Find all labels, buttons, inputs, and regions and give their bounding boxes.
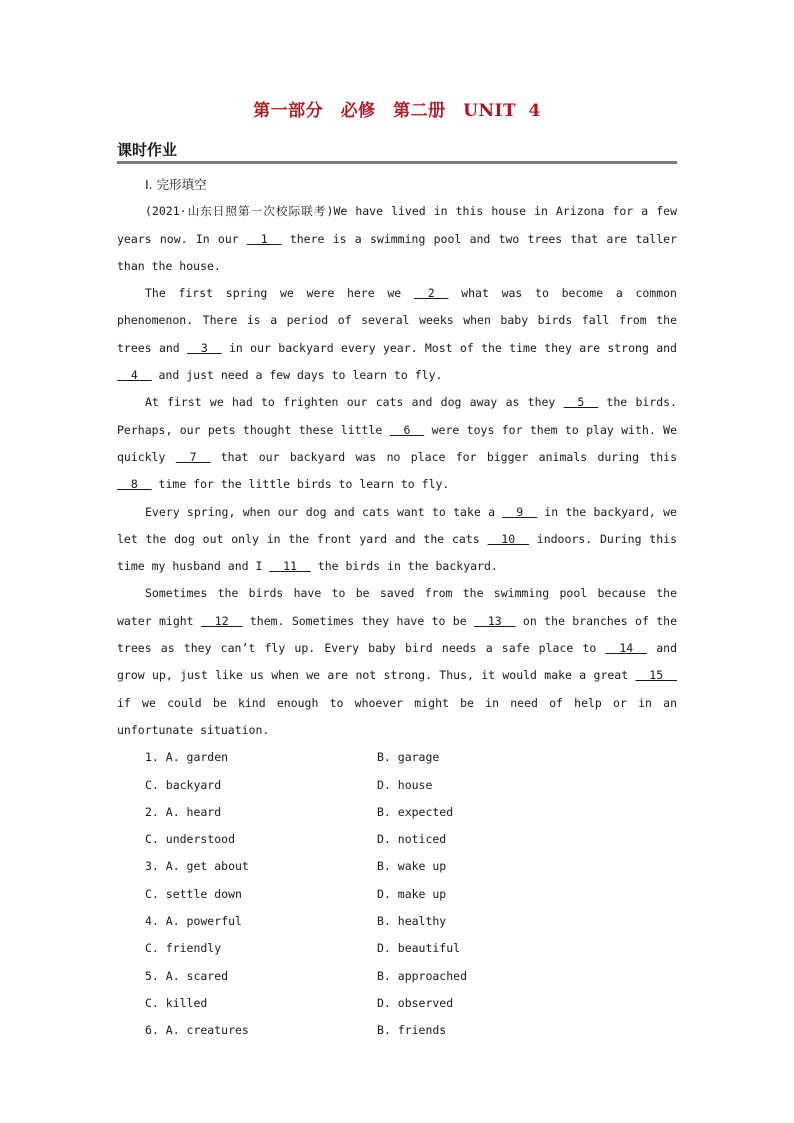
- answer-blank[interactable]: 12: [200, 613, 243, 628]
- option-choice[interactable]: 4. A. powerful: [145, 914, 242, 929]
- answer-blank[interactable]: 2: [413, 286, 449, 301]
- passage-text: if we could be kind enough to whoever might be in need of help or in an unfortunate situation.: [117, 695, 677, 737]
- option-row: [117, 935, 677, 962]
- option-row: [117, 826, 677, 853]
- option-choice[interactable]: 1. A. garden: [145, 750, 229, 765]
- option-choice[interactable]: C. understood: [145, 832, 236, 847]
- answer-blank[interactable]: 11: [269, 559, 311, 574]
- answer-blank[interactable]: 3: [187, 340, 222, 355]
- option-row: [117, 908, 677, 935]
- passage-text: on the branches of the trees as they can’t fly up. Every baby bird needs a safe place to: [117, 613, 677, 656]
- passage-paragraph: [117, 389, 677, 498]
- option-row: [117, 744, 677, 771]
- option-choice[interactable]: 5. A. scared: [145, 968, 229, 983]
- option-choice[interactable]: C. killed: [145, 995, 208, 1010]
- option-choice[interactable]: 3. A. get about: [145, 859, 249, 874]
- passage-text: what was to become a common phenomenon. There is a period of several weeks when baby birds fall from the trees and: [117, 286, 677, 355]
- passage-text: and just need a few days to learn to fly.: [151, 368, 443, 383]
- exercise-content: [117, 171, 677, 1045]
- option-row: [117, 799, 677, 826]
- passage-text: Every spring, when our dog and cats want to take a: [145, 504, 503, 519]
- answer-blank[interactable]: 6: [389, 422, 425, 437]
- option-choice[interactable]: 2. A. heard: [145, 804, 222, 819]
- exercise-heading: Ⅰ. 完形填空: [145, 177, 207, 192]
- page-title: 第一部分 必修 第二册 UNIT 4: [253, 101, 541, 121]
- passage-text: there is a swimming pool and two trees that are taller than the house.: [117, 231, 677, 273]
- option-choice[interactable]: D. observed: [377, 995, 454, 1010]
- option-choice[interactable]: D. noticed: [377, 832, 447, 847]
- passage-paragraph: [117, 580, 677, 744]
- passage-text: in our backyard every year. Most of the time they are strong and: [221, 340, 677, 355]
- option-choice[interactable]: B. garage: [377, 750, 440, 765]
- option-choice[interactable]: B. wake up: [377, 859, 447, 874]
- option-choice[interactable]: C. friendly: [145, 941, 222, 956]
- answer-blank[interactable]: 5: [563, 395, 599, 410]
- option-row: [117, 990, 677, 1017]
- passage-text: in the backyard, we let the dog out only in the front yard and the cats: [117, 504, 677, 546]
- passage-text: were toys for them to play with. We quickly: [117, 422, 677, 464]
- option-row: [117, 772, 677, 799]
- option-choice[interactable]: C. backyard: [145, 777, 222, 792]
- answer-blank[interactable]: 9: [502, 504, 537, 519]
- option-choice[interactable]: D. house: [377, 777, 433, 792]
- passage-paragraph: [117, 198, 677, 280]
- answer-blank[interactable]: 13: [474, 613, 516, 628]
- option-choice[interactable]: B. expected: [377, 804, 454, 819]
- option-choice[interactable]: D. make up: [377, 886, 447, 901]
- passage-paragraph: [117, 280, 677, 389]
- passage-text: time for the little birds to learn to fly.: [151, 477, 450, 492]
- option-row: [117, 963, 677, 990]
- option-choice[interactable]: B. friends: [377, 1023, 447, 1038]
- answer-blank[interactable]: 7: [175, 449, 211, 464]
- passage: [117, 198, 677, 744]
- passage-paragraph: [117, 499, 677, 581]
- option-choice[interactable]: B. healthy: [377, 914, 447, 929]
- passage-text: that our backyard was no place for bigger animals during this: [210, 449, 678, 464]
- option-choice[interactable]: C. settle down: [145, 886, 242, 901]
- answer-blank[interactable]: 4: [117, 368, 152, 383]
- answer-blank[interactable]: 8: [117, 477, 152, 492]
- answer-blank[interactable]: 1: [246, 231, 282, 246]
- passage-text: and grow up, just like us when we are not strong. Thus, it would make a great: [117, 641, 677, 683]
- header-divider: [117, 161, 677, 164]
- option-choice[interactable]: B. approached: [377, 968, 468, 983]
- passage-text: indoors. During this time my husband and I: [117, 531, 677, 574]
- passage-text: the birds in the backyard.: [310, 559, 498, 574]
- passage-text: them. Sometimes they have to be: [242, 613, 475, 628]
- option-row: [117, 1017, 677, 1044]
- option-row: [117, 881, 677, 908]
- option-row: [117, 853, 677, 880]
- section-label: 课时作业: [117, 141, 178, 159]
- answer-blank[interactable]: 10: [487, 531, 529, 546]
- answer-blank[interactable]: 15: [635, 668, 677, 683]
- passage-text: Sometimes the birds have to be saved from the swimming pool because the water might: [117, 586, 677, 628]
- option-choice[interactable]: 6. A. creatures: [145, 1023, 249, 1038]
- passage-text: At first we had to frighten our cats and dog away as they: [145, 395, 564, 410]
- option-choice[interactable]: D. beautiful: [377, 941, 461, 956]
- passage-text: The first spring we were here we: [145, 286, 414, 301]
- passage-text: the birds. Perhaps, our pets thought these little: [117, 395, 677, 437]
- answer-blank[interactable]: 14: [605, 641, 648, 656]
- passage-text: (2021·山东日照第一次校际联考)We have lived in this house in Arizona for a few years now. In our: [117, 204, 677, 246]
- options-list: [117, 744, 677, 1044]
